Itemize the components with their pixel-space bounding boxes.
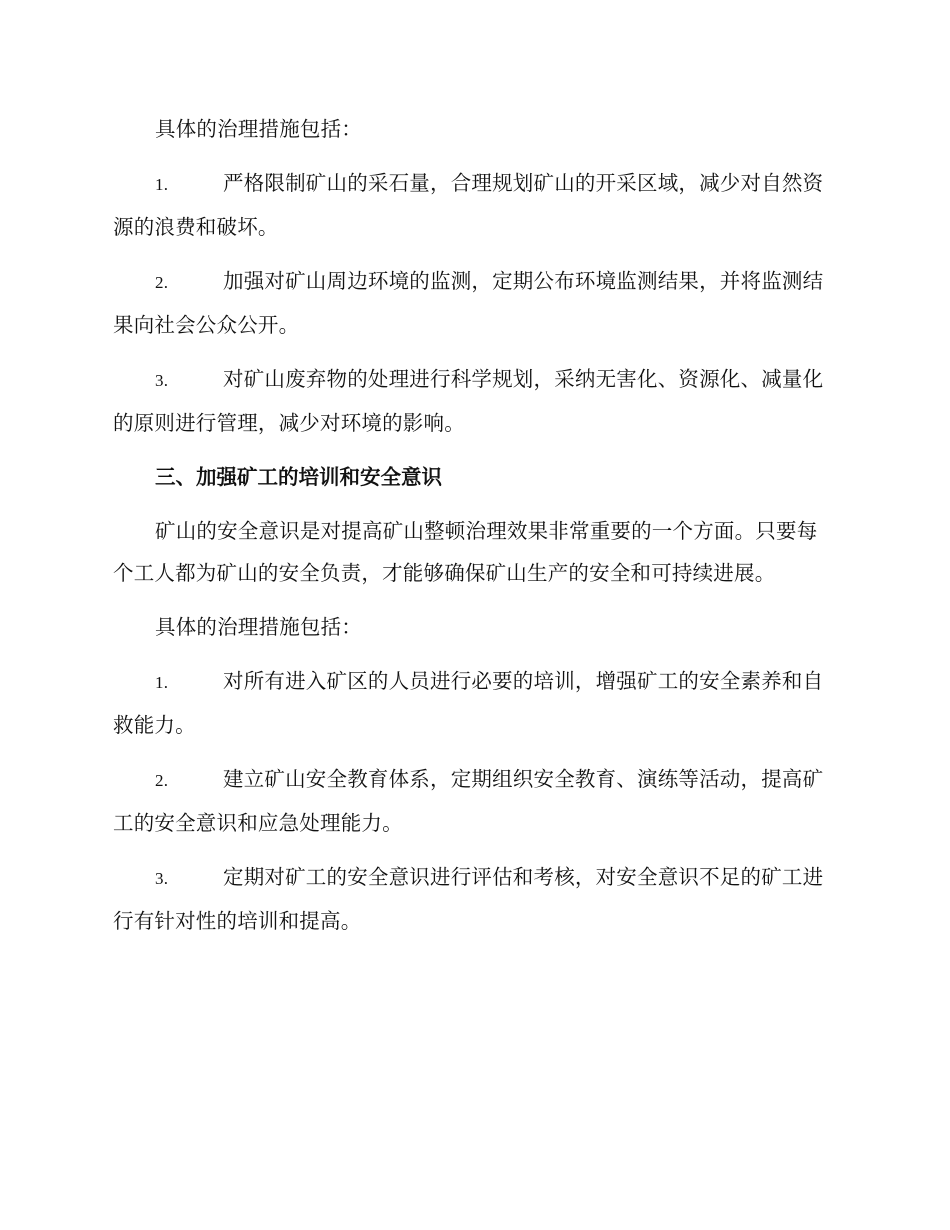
list-item — [113, 856, 835, 942]
list-item — [113, 162, 835, 248]
list-text: 对所有进入矿区的人员进行必要的培训，增强矿工的安全素养和自救能力。 — [113, 669, 824, 737]
list-text: 加强对矿山周边环境的监测，定期公布环境监测结果，并将监测结果向社会公众公开。 — [113, 269, 824, 337]
list-item — [113, 758, 835, 844]
list-text: 对矿山废弃物的处理进行科学规划，采纳无害化、资源化、减量化的原则进行管理，减少对环境的影响。 — [113, 367, 824, 435]
list-number: 2. — [155, 771, 169, 790]
list-number: 1. — [155, 673, 169, 692]
list-text: 严格限制矿山的采石量，合理规划矿山的开采区域，减少对自然资源的浪费和破坏。 — [113, 171, 824, 239]
list-item — [113, 358, 835, 444]
list-number: 3. — [155, 869, 169, 888]
list-item — [113, 260, 835, 346]
list-number: 3. — [155, 371, 169, 390]
list-text: 建立矿山安全教育体系，定期组织安全教育、演练等活动，提高矿工的安全意识和应急处理能力。 — [113, 767, 824, 835]
list-number: 2. — [155, 273, 169, 292]
list-item — [113, 660, 835, 746]
list-number: 1. — [155, 175, 169, 194]
body-paragraph: 矿山的安全意识是对提高矿山整顿治理效果非常重要的一个方面。只要每个工人都为矿山的安全负责，才能够确保矿山生产的安全和可持续进展。 — [113, 519, 818, 585]
intro-paragraph: 具体的治理措施包括： — [155, 117, 362, 141]
list-text: 定期对矿工的安全意识进行评估和考核，对安全意识不足的矿工进行有针对性的培训和提高。 — [113, 865, 824, 933]
intro-paragraph: 具体的治理措施包括： — [155, 615, 362, 639]
document-page — [113, 108, 835, 954]
section-heading: 三、加强矿工的培训和安全意识 — [155, 465, 442, 489]
